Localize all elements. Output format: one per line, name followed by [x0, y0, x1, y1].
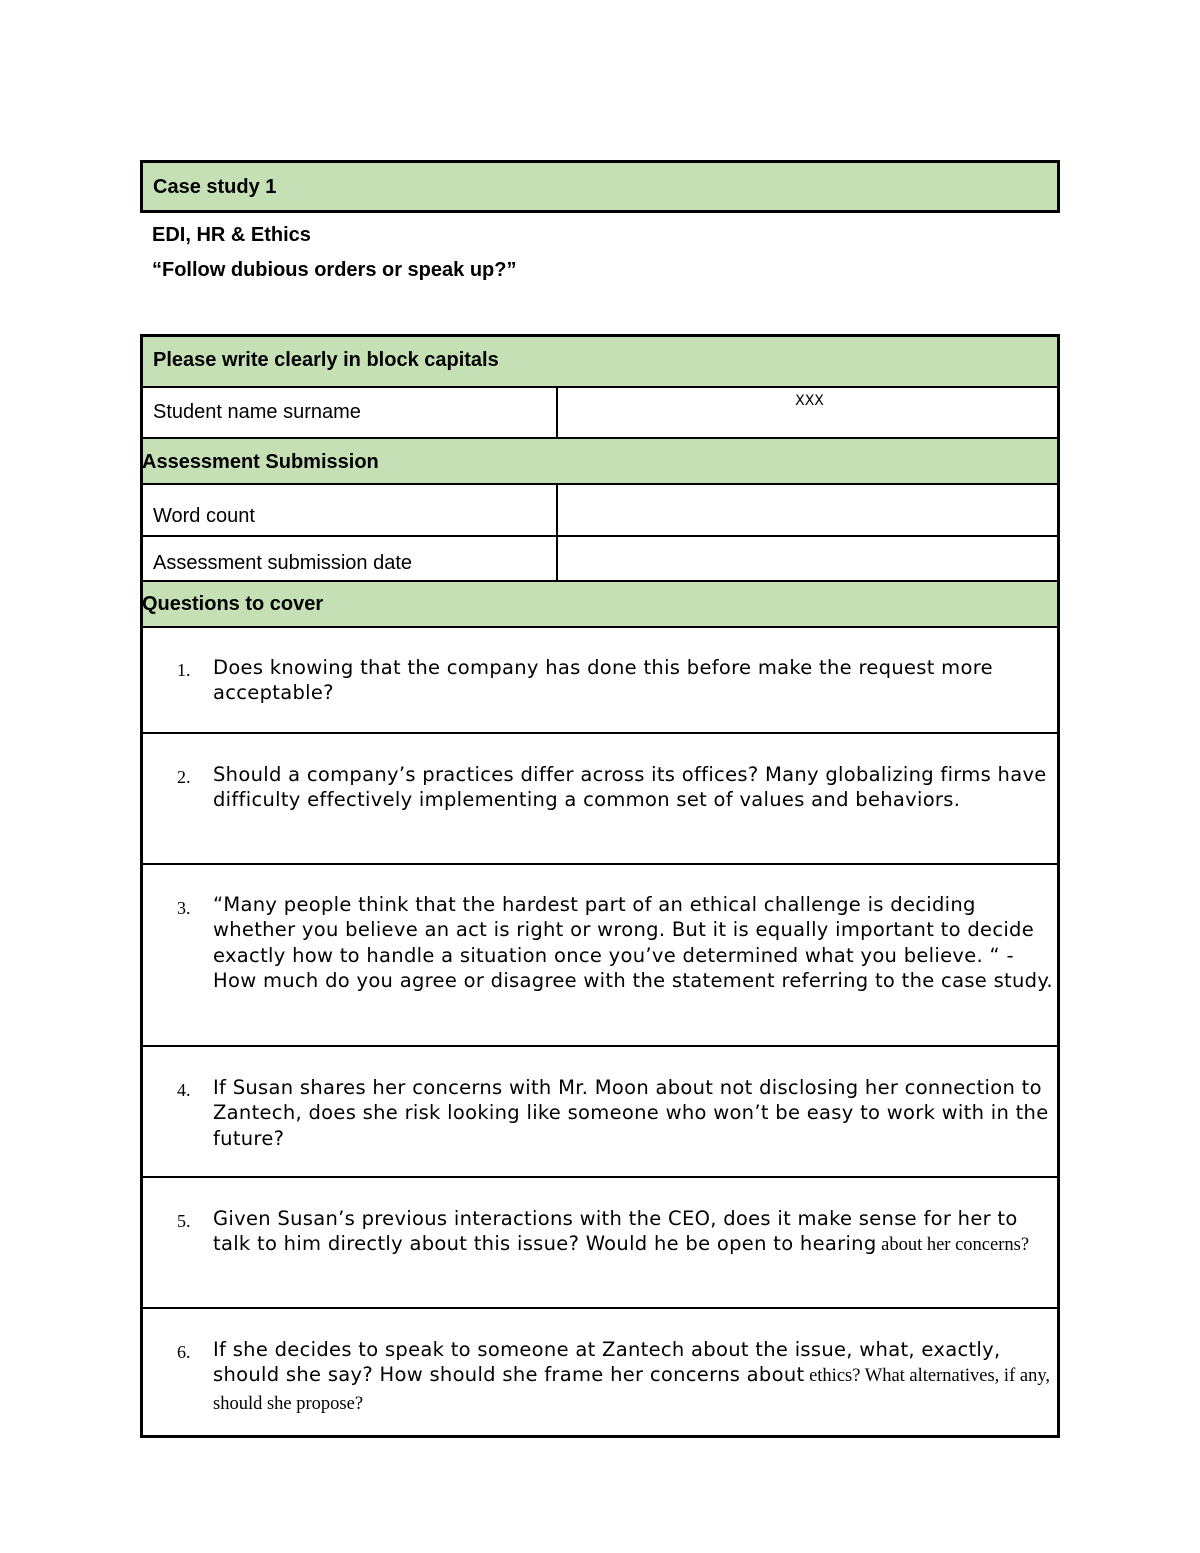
- column-divider: [556, 537, 558, 580]
- question-text: Given Susan’s previous interactions with the CEO, does it make sense for her to talk to him directly about this issue? Would he be open to hearing about her concerns?: [213, 1207, 1030, 1256]
- question-text: If Susan shares her concerns with Mr. Moon about not disclosing her connection to Zantech, does she risk looking like someone who won’t be easy to work with in the future?: [213, 1076, 1049, 1150]
- student-name-row: [143, 388, 1057, 439]
- block-capitals-header: Please write clearly in block capitals: [153, 349, 499, 371]
- word-count-row: [143, 485, 1057, 537]
- question-text: “Many people think that the hardest part of an ethical challenge is deciding whether you believe an act is right or wrong. But it is equally important to decide exactly how to handle a situation once you’ve determined what you believe. “ - How much do you agree or disagree with the statement referring to the case study.: [213, 893, 1053, 992]
- case-title-box: [140, 160, 1060, 213]
- question-row-6: [143, 1309, 1057, 1438]
- questions-header: Questions to cover: [142, 593, 324, 615]
- column-divider: [556, 485, 558, 535]
- assessment-header: Assessment Submission: [142, 451, 379, 473]
- question-number: 5.: [177, 1211, 191, 1231]
- block-capitals-header-row: [143, 337, 1057, 388]
- question-row-1: [143, 628, 1057, 734]
- question-text: Should a company’s practices differ across its offices? Many globalizing firms have difficulty effectively implementing a common set of values and behaviors.: [213, 763, 1047, 812]
- subject-line: EDI, HR & Ethics: [152, 224, 311, 246]
- question-number: 1.: [177, 660, 191, 680]
- question-text: Does knowing that the company has done this before make the request more acceptable?: [213, 656, 993, 705]
- case-title: Case study 1: [153, 176, 277, 198]
- word-count-label: Word count: [153, 505, 255, 527]
- question-row-3: [143, 865, 1057, 1047]
- question-number: 4.: [177, 1080, 191, 1100]
- student-name-field[interactable]: XXX: [795, 393, 824, 409]
- question-number: 3.: [177, 898, 191, 918]
- question-text: If she decides to speak to someone at Zantech about the issue, what, exactly, should she say? How should she frame her concerns about ethics? What alternatives, if any, should she propose?: [213, 1338, 1050, 1414]
- submission-date-label: Assessment submission date: [153, 552, 413, 574]
- question-row-2: [143, 734, 1057, 865]
- submission-form: [140, 334, 1060, 1438]
- questions-header-row: [143, 582, 1057, 628]
- submission-date-row: [143, 537, 1057, 582]
- question-number: 2.: [177, 767, 191, 787]
- question-row-4: [143, 1047, 1057, 1178]
- question-number: 6.: [177, 1342, 191, 1362]
- question-row-5: [143, 1178, 1057, 1309]
- assessment-header-row: [143, 439, 1057, 485]
- case-quote: “Follow dubious orders or speak up?”: [152, 259, 517, 281]
- student-name-label: Student name surname: [153, 401, 361, 423]
